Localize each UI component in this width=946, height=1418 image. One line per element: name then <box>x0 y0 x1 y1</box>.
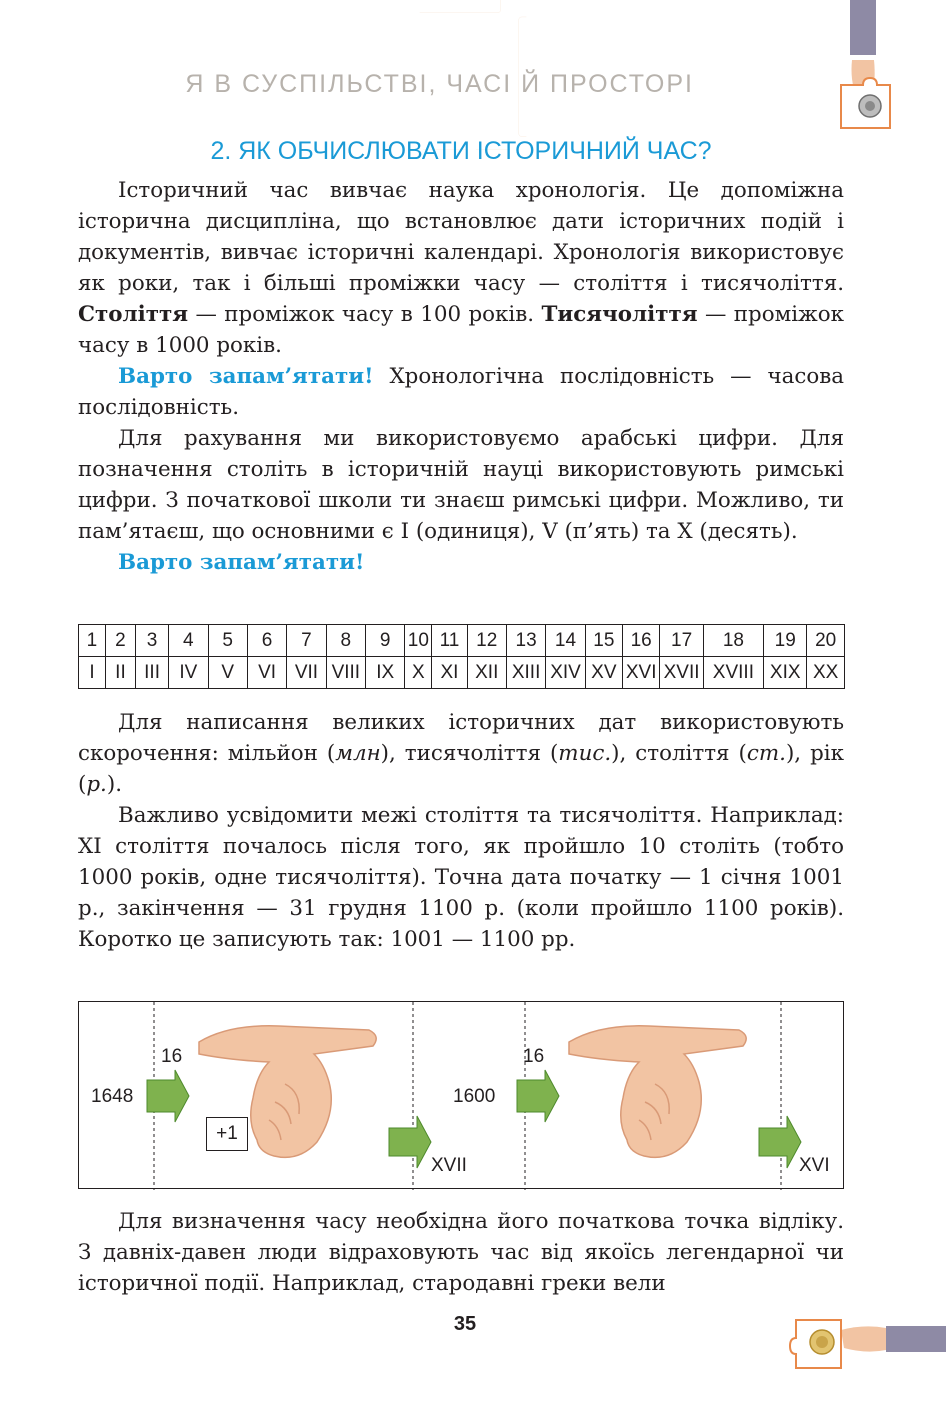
roman-cell: X <box>405 657 432 689</box>
paragraph-chronology <box>78 175 844 361</box>
arrow-in-2 <box>517 1070 559 1122</box>
arabic-cell: 6 <box>247 625 286 657</box>
paragraph-boundaries: Важливо усвідомити межі століття та тисячоліття. Наприклад: XI століття почалось після того, як пройшло 10 століть (тобто 1000 років, одне тисячоліття). Точна дата початку — 1 січня 1001 р., закінчення — 31 грудня 1100 р. (коли пройшло 1100 років). Коротко це записують так: 1001 — 1100 рр. <box>78 803 844 952</box>
page-number: 35 <box>453 1313 477 1335</box>
text-block-middle <box>78 707 844 955</box>
arabic-cell: 7 <box>287 625 326 657</box>
remember-label: Варто запам’ятати! <box>118 550 365 575</box>
hand-puzzle-icon <box>838 0 898 135</box>
remember-text: Хронологічна послідовність — часова послідовність. <box>78 364 844 420</box>
roman-cell: VIII <box>326 657 365 689</box>
arabic-cell: 3 <box>135 625 168 657</box>
arabic-cell: 19 <box>763 625 807 657</box>
roman-cell: XIX <box>763 657 807 689</box>
paragraph-text: ). <box>106 772 123 797</box>
paragraph-text: ), рік ( <box>78 741 844 797</box>
roman-cell: XII <box>467 657 506 689</box>
arabic-row <box>79 625 845 657</box>
paragraph-text: ), тисячоліття ( <box>380 741 559 766</box>
hand-coin-icon <box>786 1316 946 1376</box>
hand-illustration-2 <box>569 1026 746 1158</box>
paragraph-text: — проміжок часу в 1000 років. <box>78 302 844 358</box>
arabic-cell: 12 <box>467 625 506 657</box>
roman-cell: IV <box>169 657 208 689</box>
term-century: Століття <box>78 302 189 327</box>
abbr-r: р. <box>86 772 107 797</box>
plus-one-box: +1 <box>206 1117 248 1151</box>
arabic-cell: 8 <box>326 625 365 657</box>
roman-cell: XX <box>807 657 844 689</box>
arabic-cell: 11 <box>432 625 467 657</box>
roman-cell: IX <box>366 657 405 689</box>
abbr-st: ст. <box>746 741 786 766</box>
text-block-lower <box>78 1206 844 1299</box>
paragraph-text: Історичний час вивчає наука хронологія. Це допоміжна історична дисципліна, що встановлює дати історичних подій і документів, вивчає історичні календарі. Хронологія використовує як роки, так і більші проміжки часу — століття і тисячоліття. <box>78 178 844 296</box>
arabic-cell: 2 <box>105 625 135 657</box>
arabic-cell: 4 <box>169 625 208 657</box>
roman-cell: XVII <box>660 657 704 689</box>
roman-cell: V <box>208 657 247 689</box>
result-label-2: XVI <box>799 1155 830 1176</box>
arabic-cell: 18 <box>703 625 763 657</box>
roman-cell: XV <box>585 657 622 689</box>
roman-row <box>79 657 845 689</box>
roman-cell: III <box>135 657 168 689</box>
remember-note <box>78 361 844 423</box>
roman-cell: XI <box>432 657 467 689</box>
result-label-1: XVII <box>431 1155 467 1176</box>
numeral-table <box>78 624 845 689</box>
text-block-upper <box>78 175 844 578</box>
arabic-cell: 13 <box>506 625 545 657</box>
paragraph-reference-point: Для визначення часу необхідна його початкова точка відліку. З давніх-давен люди відраховують час від якоїсь легендарної чи історичної події. Наприклад, стародавні греки вели <box>78 1209 844 1296</box>
arabic-cell: 10 <box>405 625 432 657</box>
arabic-cell: 9 <box>366 625 405 657</box>
arabic-cell: 5 <box>208 625 247 657</box>
paragraph-text: ), століття ( <box>611 741 747 766</box>
roman-cell: II <box>105 657 135 689</box>
arabic-cell: 17 <box>660 625 704 657</box>
paragraph-text: — проміжок часу в 100 років. <box>188 302 542 327</box>
arrow-in-1 <box>147 1070 189 1122</box>
paragraph-roman: Для рахування ми використовуємо арабські цифри. Для позначення століть в історичній науці використовують римські цифри. З початкової школи ти знаєш римські цифри. Можливо, ти пам’ятаєш, що основними є I (одиниця), V (п’ять) та X (десять). <box>78 426 844 544</box>
arabic-cell: 16 <box>623 625 660 657</box>
chapter-header: Я В СУСПІЛЬСТВІ, ЧАСІ Й ПРОСТОРІ <box>185 70 694 98</box>
roman-cell: XVI <box>623 657 660 689</box>
abbr-mln: млн <box>335 741 381 766</box>
roman-cell: XVIII <box>703 657 763 689</box>
paragraph-abbreviations <box>78 707 844 800</box>
century-figure <box>78 1001 844 1189</box>
abbr-tys: тис. <box>558 741 612 766</box>
arabic-cell: 1 <box>79 625 106 657</box>
roman-cell: XIV <box>546 657 585 689</box>
prefix-label-2: 16 <box>523 1046 545 1067</box>
arabic-cell: 15 <box>585 625 622 657</box>
year-label-1: 1648 <box>91 1086 134 1107</box>
arabic-cell: 20 <box>807 625 844 657</box>
arrow-out-2 <box>759 1116 801 1168</box>
arrow-out-1 <box>389 1116 431 1168</box>
roman-cell: VI <box>247 657 286 689</box>
year-label-2: 1600 <box>453 1086 496 1107</box>
arabic-cell: 14 <box>546 625 585 657</box>
remember-note-2 <box>78 547 844 578</box>
section-title: 2. ЯК ОБЧИСЛЮВАТИ ІСТОРИЧНИЙ ЧАС? <box>210 137 712 165</box>
prefix-label-1: 16 <box>161 1046 183 1067</box>
roman-cell: XIII <box>506 657 545 689</box>
roman-cell: VII <box>287 657 326 689</box>
term-millennium: Тисячоліття <box>541 302 698 327</box>
roman-cell: I <box>79 657 106 689</box>
paragraph-text: Для написання великих історичних дат використовують скорочення: мільйон ( <box>78 710 844 766</box>
remember-label: Варто запам’ятати! <box>118 364 374 389</box>
